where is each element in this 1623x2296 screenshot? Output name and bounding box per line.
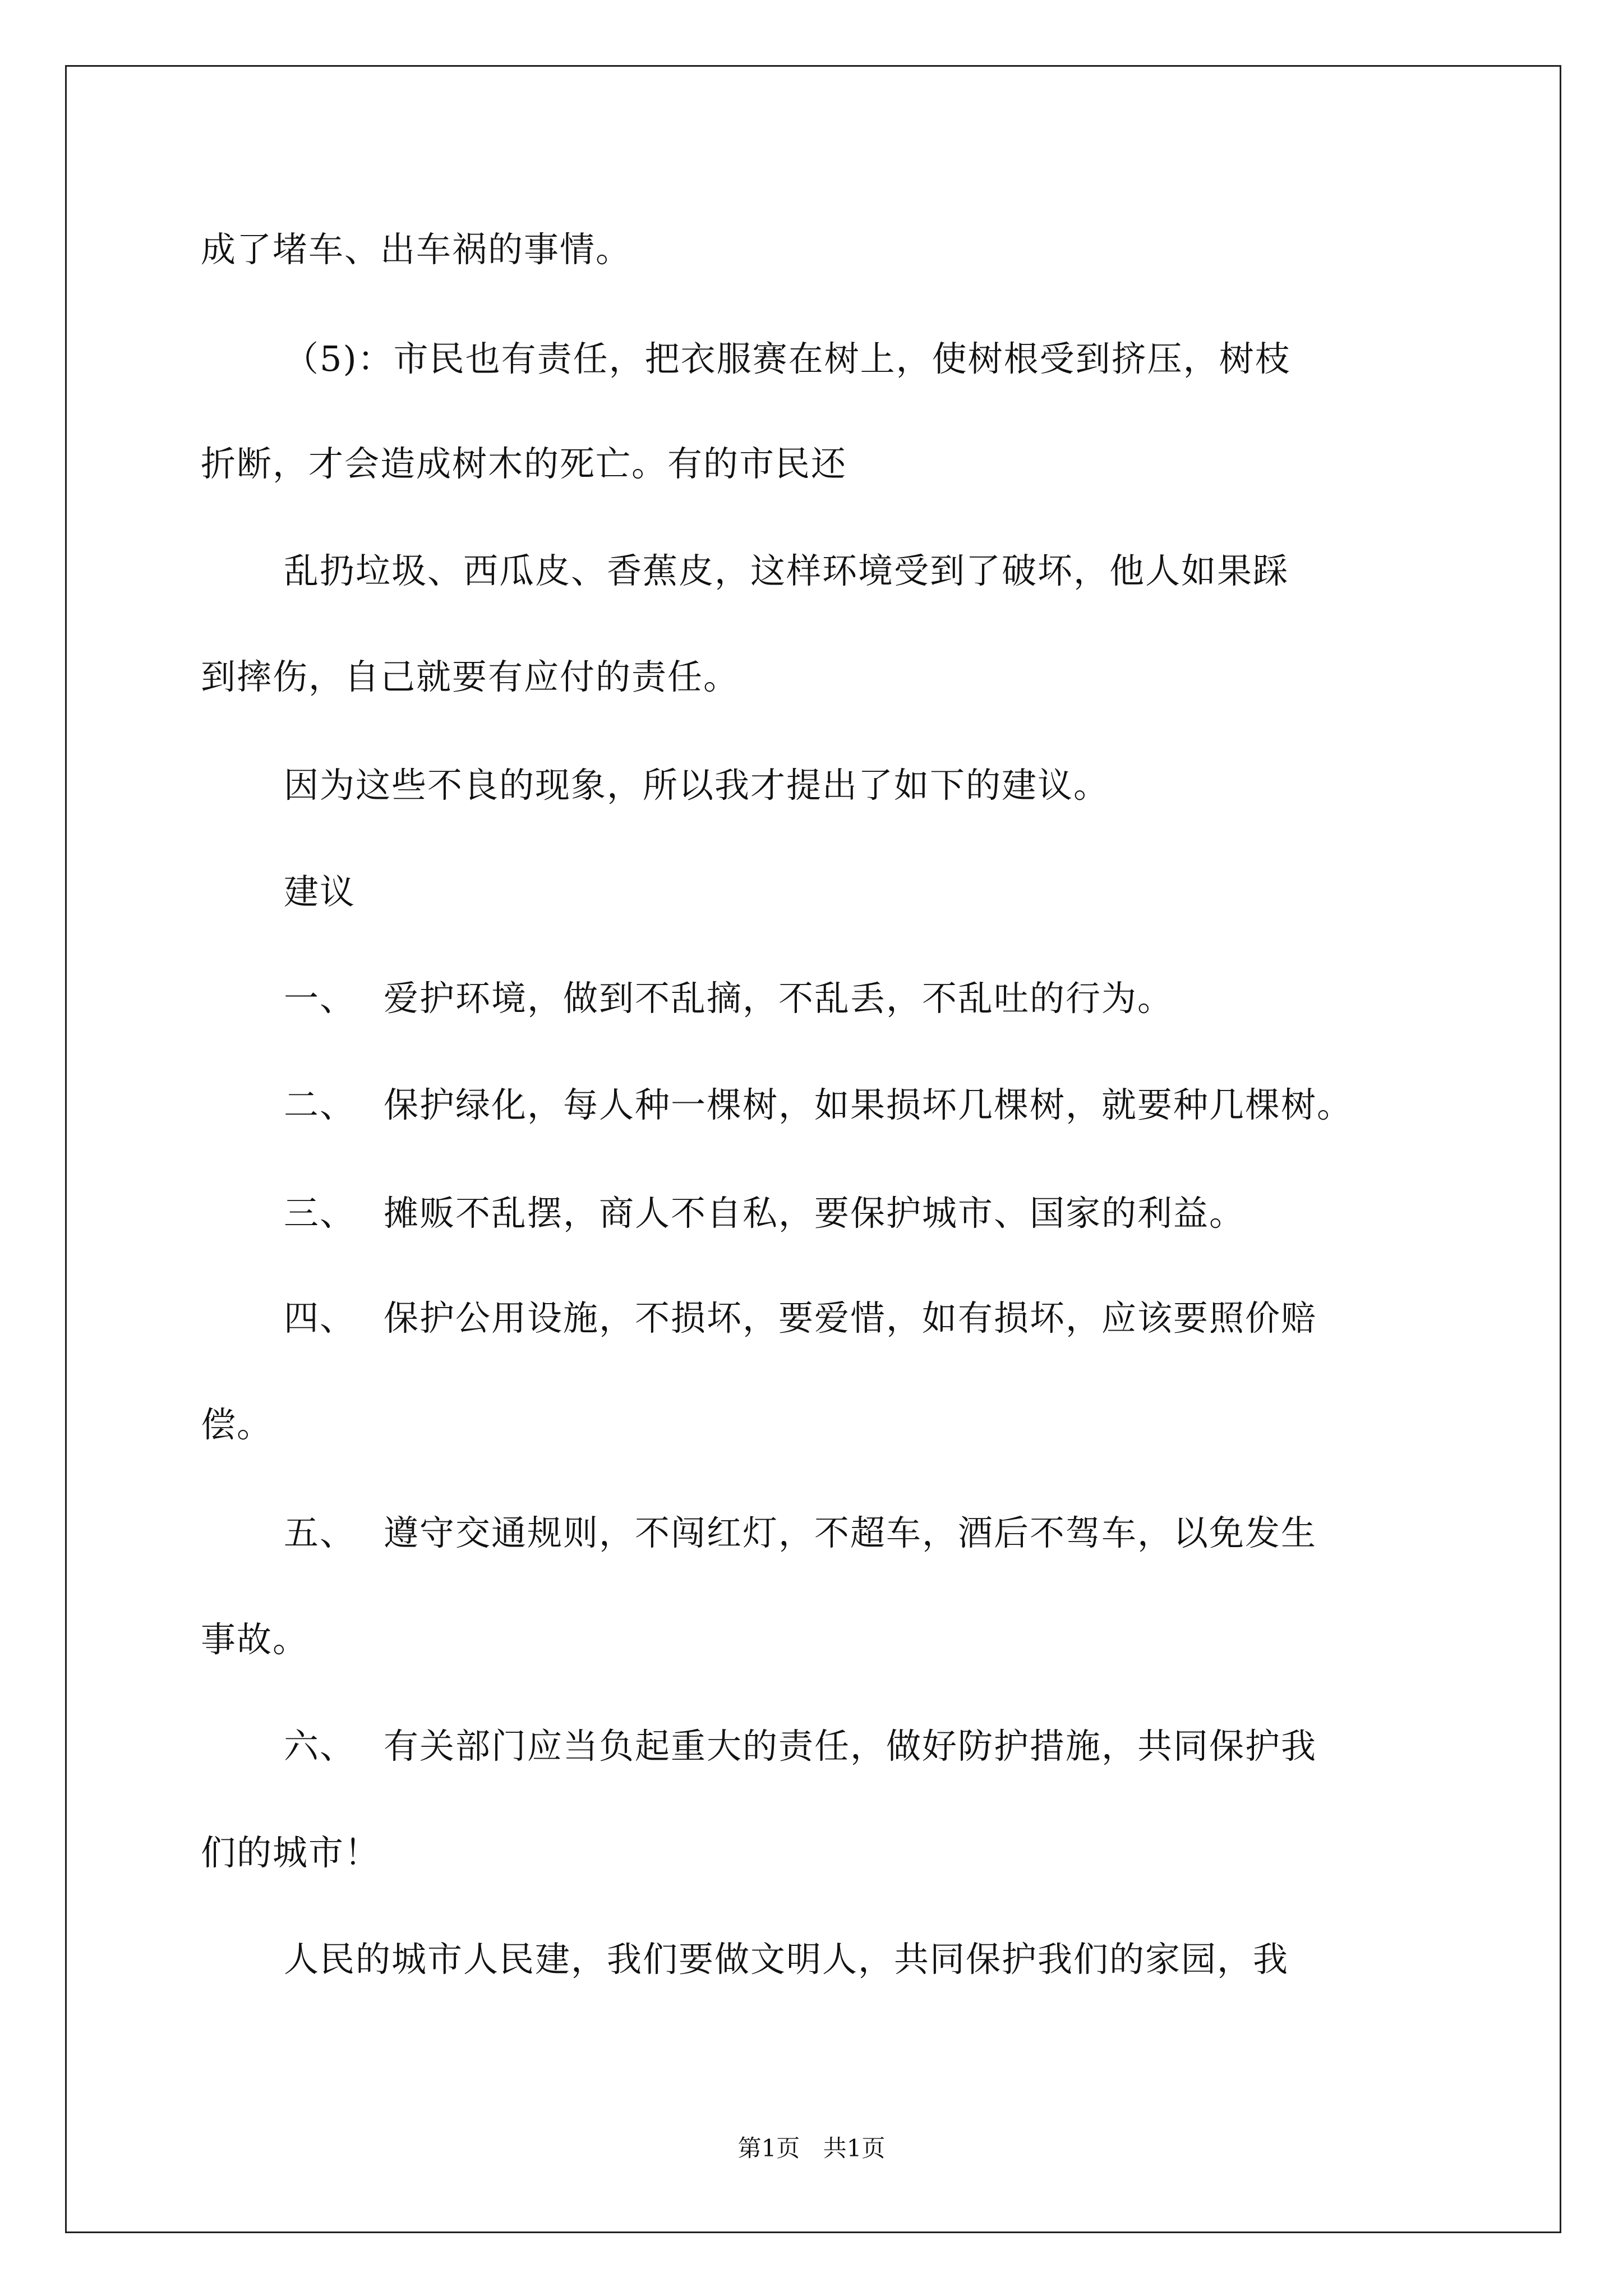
- list-number: 四、: [284, 1297, 356, 1338]
- paragraph-line: 成了堵车、出车祸的事情。: [201, 229, 632, 270]
- suggestion-item: [284, 1724, 1317, 1769]
- paragraph-line: 乱扔垃圾、西瓜皮、香蕉皮，这样环境受到了破坏，他人如果踩: [284, 550, 1289, 591]
- suggestion-text: 保护绿化，每人种一棵树，如果损坏几棵树，就要种几棵树。: [384, 1084, 1353, 1125]
- suggestion-item: [284, 1296, 1317, 1341]
- paragraph-line: 到摔伤，自己就要有应付的责任。: [201, 656, 740, 697]
- page-total: 共1页: [823, 2134, 886, 2162]
- suggestion-continuation: 们的城市！: [201, 1832, 381, 1873]
- page-footer: [0, 2132, 1623, 2165]
- list-number: 五、: [284, 1512, 356, 1553]
- list-number: 三、: [284, 1193, 356, 1234]
- list-number: 一、: [284, 978, 356, 1019]
- suggestion-item: [284, 976, 1173, 1021]
- suggestion-text: 爱护环境，做到不乱摘，不乱丢，不乱吐的行为。: [384, 978, 1174, 1019]
- suggestion-item: [284, 1511, 1317, 1556]
- list-number: 六、: [284, 1726, 356, 1766]
- suggestion-item: [284, 1083, 1353, 1128]
- closing-paragraph: 人民的城市人民建，我们要做文明人，共同保护我们的家园，我: [284, 1939, 1289, 1980]
- page-number: 第1页: [737, 2134, 800, 2162]
- suggestion-text: 有关部门应当负起重大的责任，做好防护措施，共同保护我: [384, 1726, 1317, 1766]
- paragraph-line: 因为这些不良的现象，所以我才提出了如下的建议。: [284, 765, 1110, 806]
- list-number: 二、: [284, 1084, 356, 1125]
- suggestion-continuation: 偿。: [201, 1404, 273, 1445]
- suggestion-text: 遵守交通规则，不闯红灯，不超车，酒后不驾车，以免发生: [384, 1512, 1317, 1553]
- page-border: [65, 65, 1561, 2233]
- paragraph-line: 折断，才会造成树木的死亡。有的市民还: [201, 443, 847, 484]
- suggestion-item: [284, 1191, 1245, 1236]
- suggestion-continuation: 事故。: [201, 1619, 309, 1660]
- section-heading: 建议: [284, 871, 356, 912]
- suggestion-text: 摊贩不乱摆，商人不自私，要保护城市、国家的利益。: [384, 1193, 1246, 1234]
- paragraph-line: （5)：市民也有责任，把衣服赛在树上，使树根受到挤压，树枝: [284, 338, 1291, 379]
- suggestion-text: 保护公用设施，不损坏，要爱惜，如有损坏，应该要照价赔: [384, 1297, 1317, 1338]
